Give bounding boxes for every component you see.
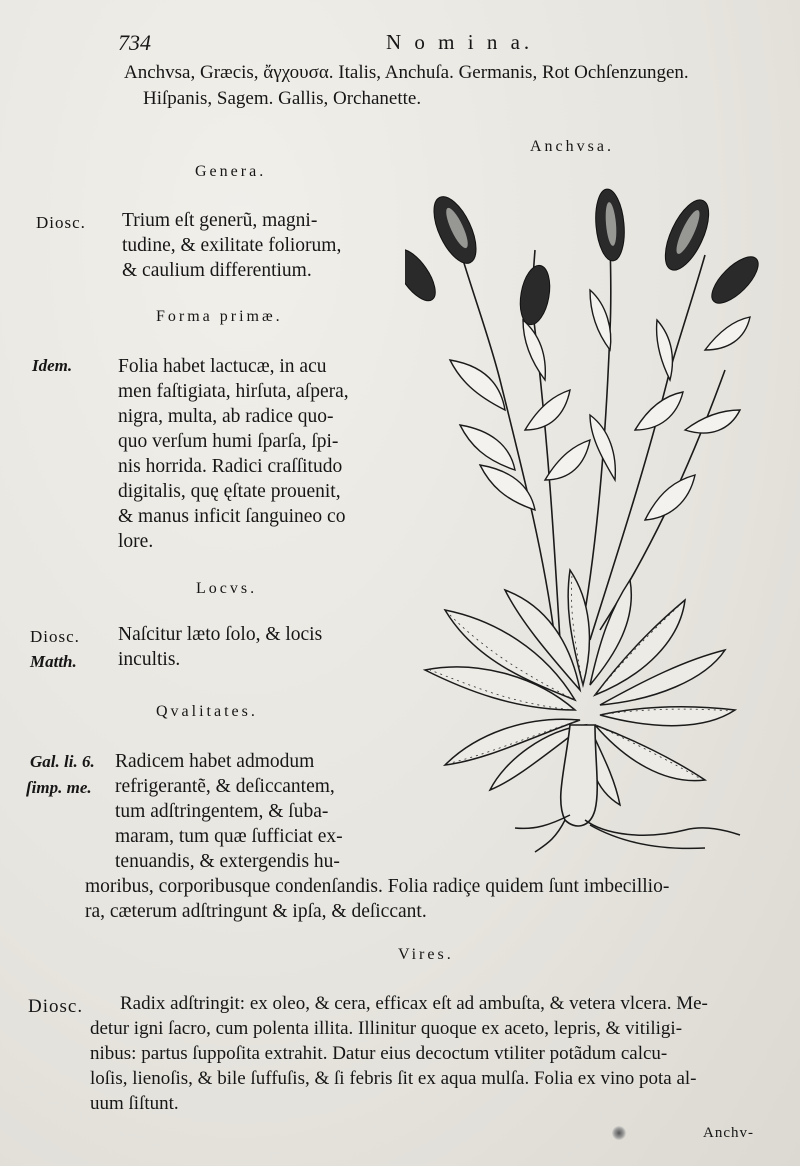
text-line: quo verſum humi ſparſa, ſpi- (118, 431, 339, 452)
text-line: nibus: partus ſuppoſita extrahit. Datur eius decoctum vtiliter potãdum calcu- (90, 1043, 668, 1064)
forma-paragraph (118, 354, 349, 554)
text-line: & caulium differentium. (122, 260, 312, 281)
text-line: Folia habet lactucæ, in acu (118, 356, 327, 377)
text-line: refrigerantẽ, & deſiccantem, (115, 776, 335, 797)
margin-note-idem: Idem. (32, 356, 73, 375)
genera-paragraph (122, 208, 341, 283)
text-line: Radicem habet admodum (115, 751, 315, 772)
text-line: loſis, lienoſis, & bile ſuffuſis, & ſi febris ſit ex aqua mulſa. Folia ex vino pota al- (90, 1068, 697, 1089)
heading-forma-primae: Forma primæ. (156, 308, 283, 325)
names-line-2: Hiſpanis, Sagem. Gallis, Orchanette. (143, 88, 422, 109)
margin-note-simp: ſimp. me. (26, 778, 92, 797)
text-line: nigra, multa, ab radice quo- (118, 406, 334, 427)
ink-spot (612, 1126, 626, 1140)
heading-vires: Vires. (398, 946, 454, 963)
text-line: Naſcitur læto ſolo, & locis (118, 624, 323, 645)
vires-paragraph (90, 991, 708, 1116)
margin-note-diosc: Diosc. (36, 213, 86, 232)
margin-note-diosc: Diosc. (28, 996, 84, 1017)
heading-qualitates: Qvalitates. (156, 703, 258, 720)
text-line: ra, cæterum adſtringunt & ipſa, & deſiccant. (85, 901, 427, 922)
text-line: digitalis, quę ęſtate prouenit, (118, 481, 341, 502)
heading-locus: Locvs. (196, 580, 258, 597)
text-line: uum ſiſtunt. (90, 1093, 179, 1114)
text-line: detur igni ſacro, cum polenta illita. Illinitur quoque ex aceto, lepris, & vitiligi- (90, 1018, 683, 1039)
locus-paragraph (118, 622, 322, 672)
text-line: Trium eſt generũ, magni- (122, 210, 318, 231)
page-number: 734 (118, 30, 151, 55)
text-line: tenuandis, & extergendis hu- (115, 851, 340, 872)
figure-caption: Anchvsa. (530, 138, 614, 155)
catchword: Anchv- (703, 1125, 754, 1141)
text-line: moribus, corporibusque condenſandis. Folia radiçe quidem ſunt imbecillio- (85, 876, 670, 897)
margin-note-matth: Matth. (30, 652, 77, 671)
text-line: nis horrida. Radici craſſitudo (118, 456, 343, 477)
text-line: tudine, & exilitate foliorum, (122, 235, 342, 256)
margin-note-galen: Gal. li. 6. (30, 752, 95, 771)
text-line: men faſtigiata, hirſuta, aſpera, (118, 381, 349, 402)
text-line: lore. (118, 531, 154, 552)
running-title: N o m i n a. (386, 30, 534, 54)
text-line: tum adſtringentem, & ſuba- (115, 801, 329, 822)
text-line: Radix adſtringit: ex oleo, & cera, efficax eſt ad ambuſta, & vetera vlcera. Me- (120, 993, 708, 1014)
names-line-1: Anchvsa, Græcis, ἄγχουσα. Italis, Anchuſa. Germanis, Rot Ochſenzungen. (124, 62, 689, 83)
margin-note-diosc: Diosc. (30, 627, 80, 646)
qualitates-paragraph (85, 749, 670, 924)
text-line: & manus inficit ſanguineo co (118, 506, 346, 527)
text-line: maram, tum quæ ſufficiat ex- (115, 826, 343, 847)
text-line: incultis. (118, 649, 181, 670)
heading-genera: Genera. (195, 163, 267, 180)
